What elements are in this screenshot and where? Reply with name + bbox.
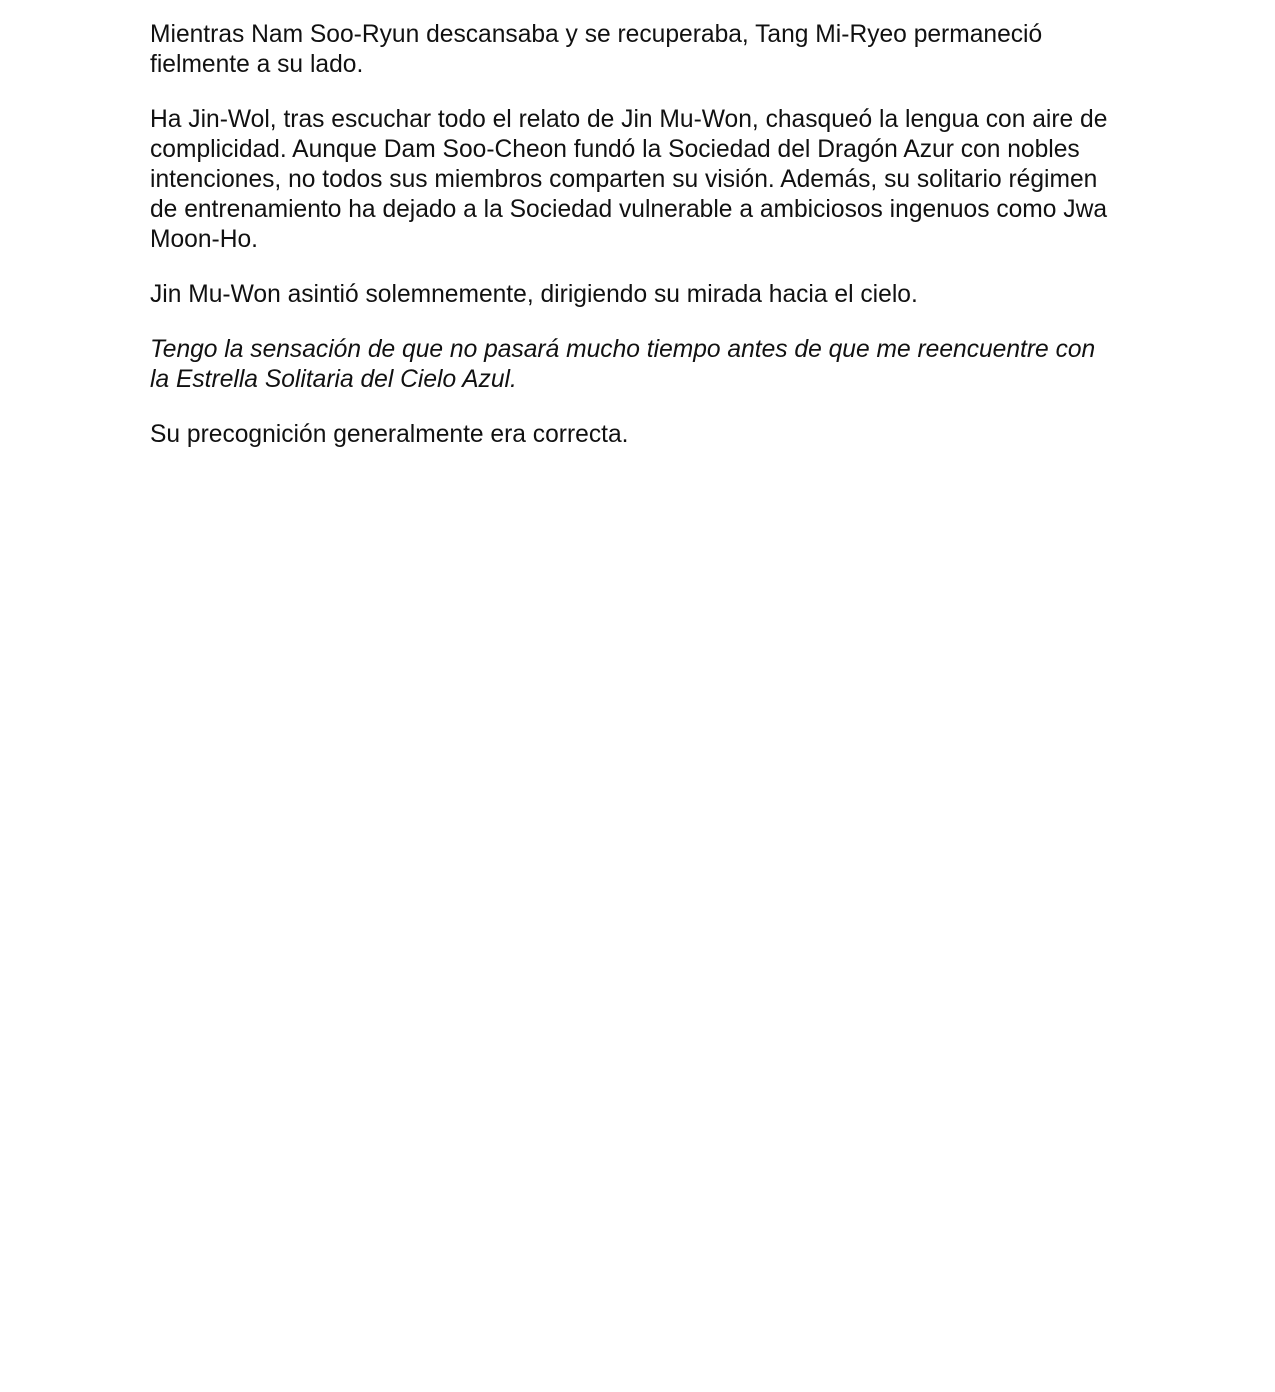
paragraph-3: Jin Mu-Won asintió solemnemente, dirigiendo su mirada hacia el cielo. xyxy=(150,281,918,308)
paragraph-2: Ha Jin-Wol, tras escuchar todo el relato de Jin Mu-Won, chasqueó la lengua con aire de complicidad. Aunque Dam Soo-Cheon fundó la Sociedad del Dragón Azur con nobles intenciones, no todos sus miembros comparten su visión. Además, su solitario régimen de entrenamiento ha dejado a la Sociedad vulnerable a ambiciosos ingenuos como Jwa Moon-Ho. xyxy=(150,106,1108,253)
paragraph-4-italic-thought: Tengo la sensación de que no pasará mucho tiempo antes de que me reencuentre con la Estrella Solitaria del Cielo Azul. xyxy=(150,336,1096,393)
document-body xyxy=(150,20,1135,475)
paragraph-5: Su precognición generalmente era correcta. xyxy=(150,421,629,448)
paragraph-1: Mientras Nam Soo-Ryun descansaba y se recuperaba, Tang Mi-Ryeo permaneció fielmente a su lado. xyxy=(150,21,1043,78)
